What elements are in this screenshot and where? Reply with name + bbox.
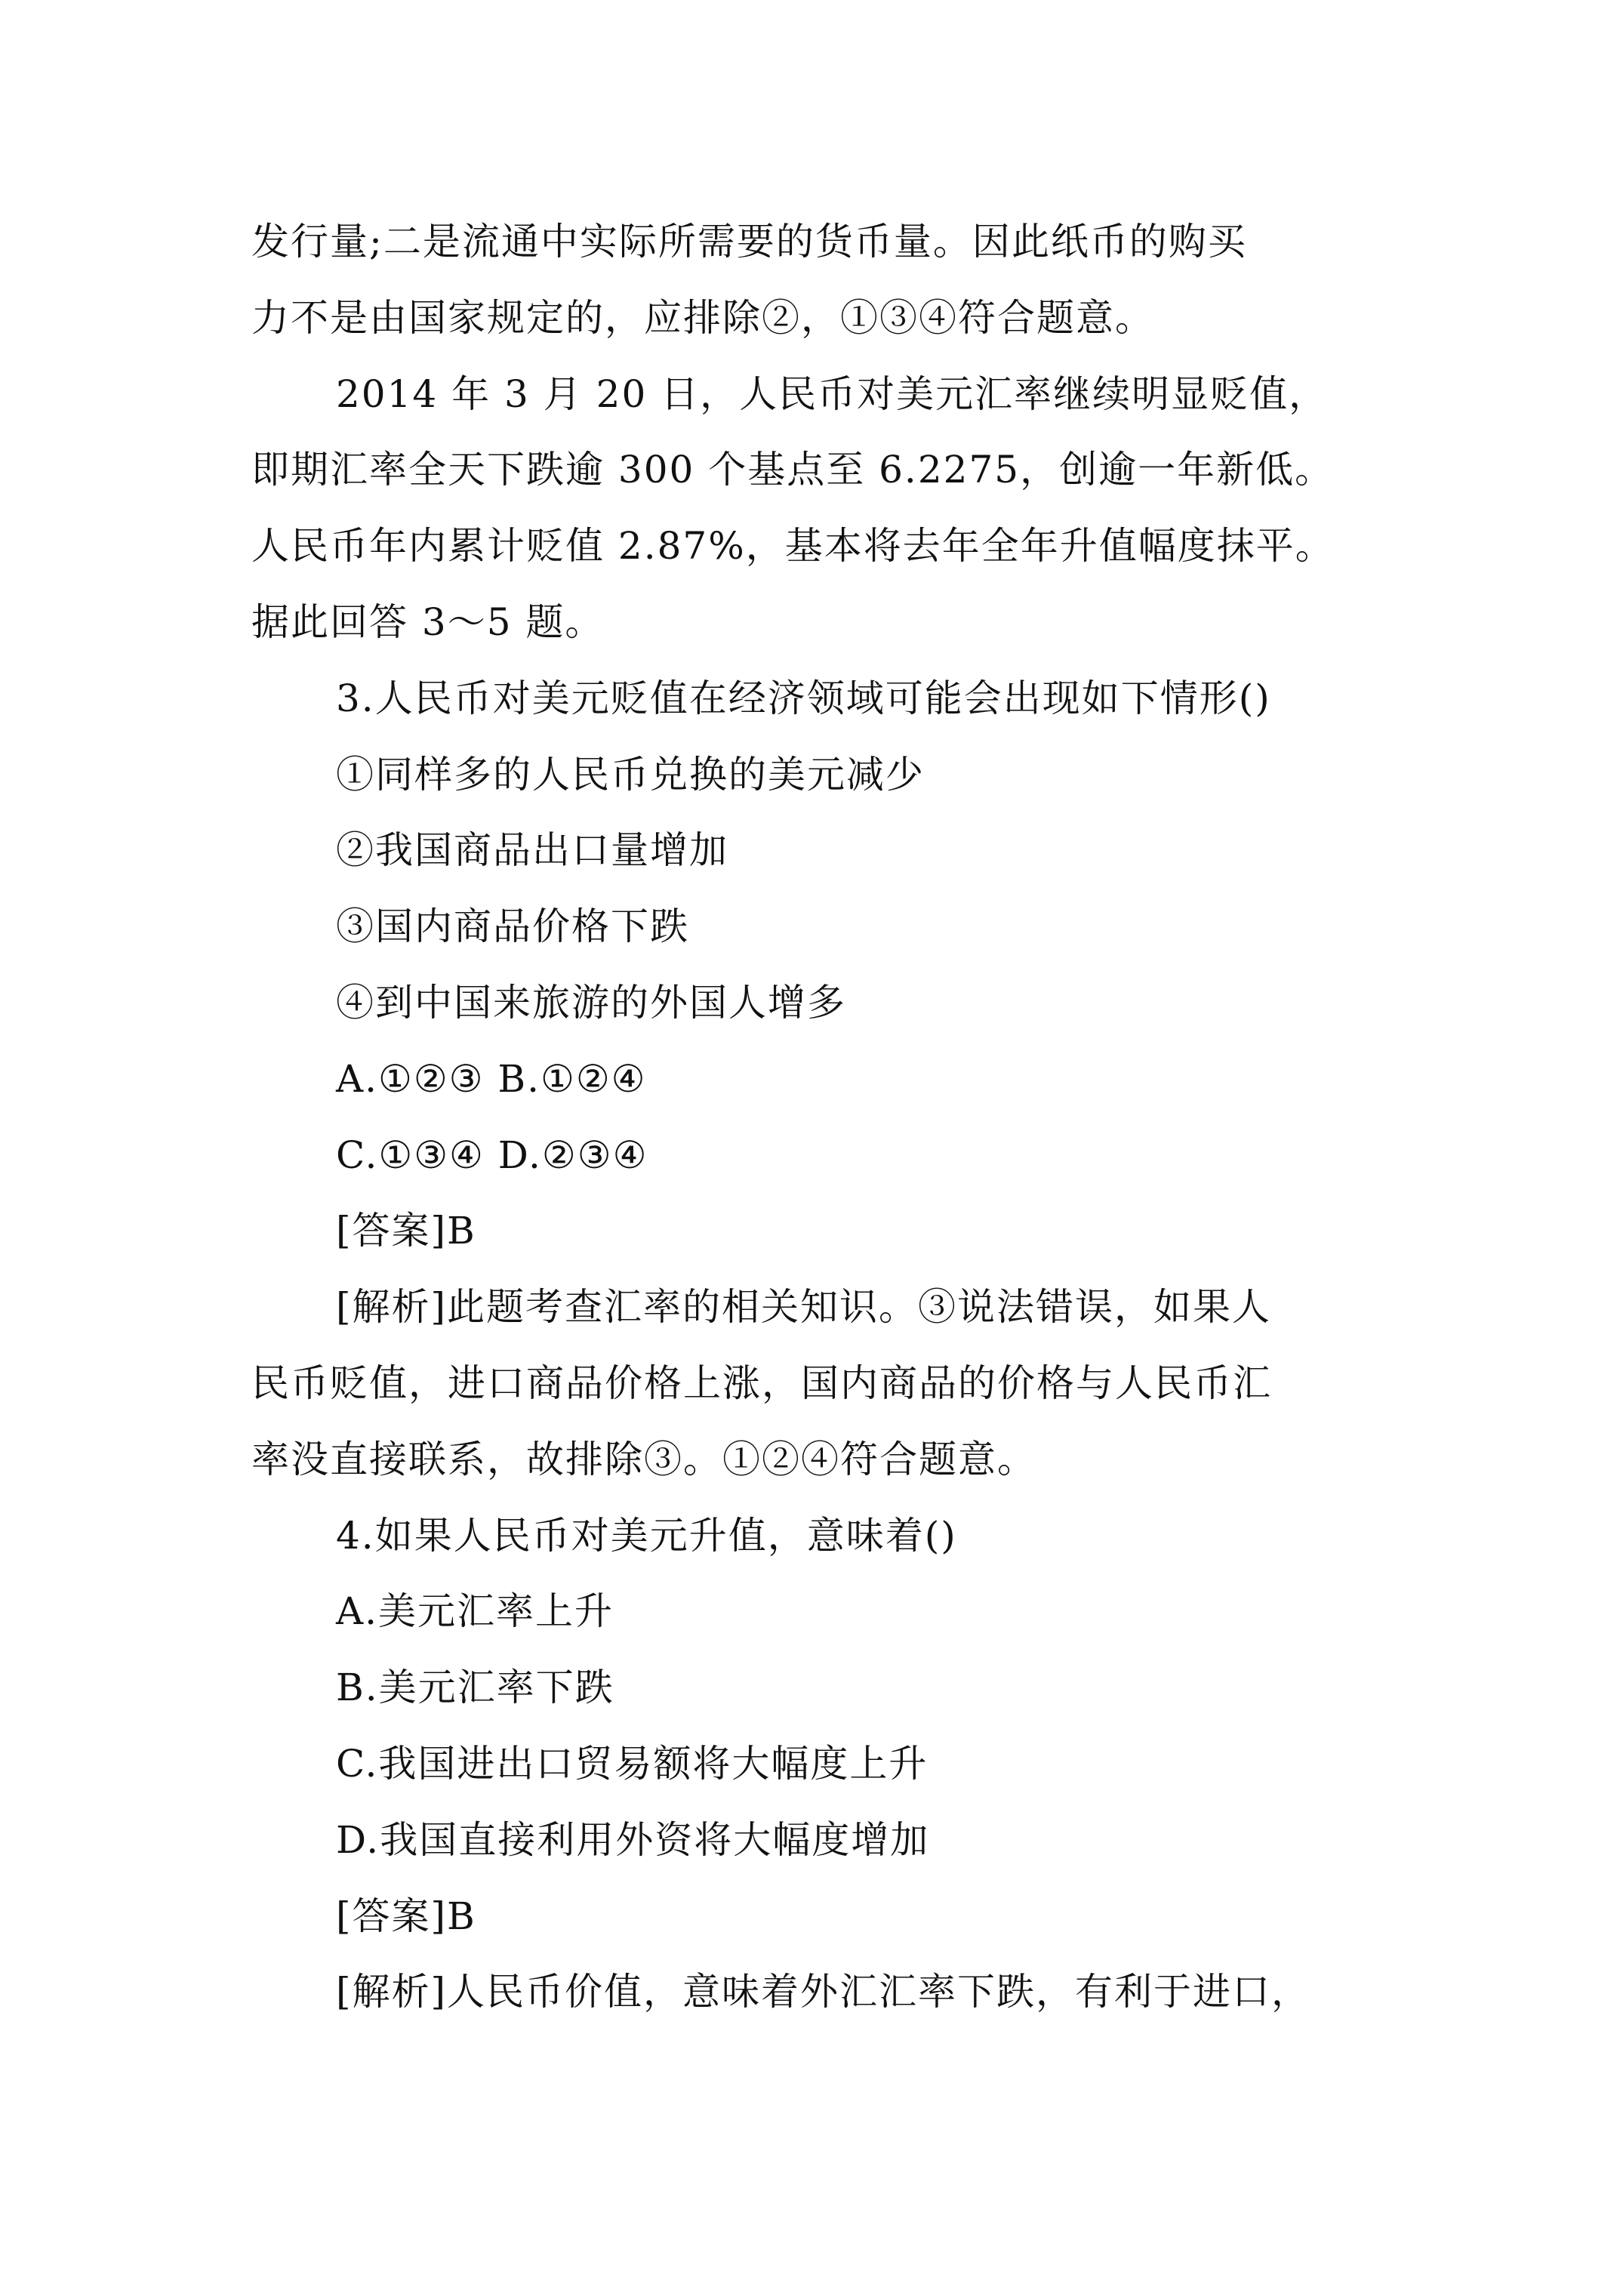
text-line: D.我国直接利用外资将大幅度增加 bbox=[336, 1817, 930, 1862]
text-line: 2014 年 3 月 20 日，人民币对美元汇率继续明显贬值， bbox=[336, 371, 1329, 416]
text-line: 据此回答 3～5 题。 bbox=[251, 599, 605, 644]
text-line: 人民币年内累计贬值 2.87%，基本将去年全年升值幅度抹平。 bbox=[251, 524, 1335, 569]
text-line: C.①③④ D.②③④ bbox=[336, 1133, 648, 1177]
text-line: 力不是由国家规定的，应排除②，①③④符合题意。 bbox=[251, 295, 1154, 340]
text-line: [解析]人民币价值，意味着外汇汇率下跌，有利于进口， bbox=[336, 1970, 1311, 2014]
text-line: 民币贬值，进口商品价格上涨，国内商品的价格与人民币汇 bbox=[251, 1361, 1272, 1405]
text-line: 3.人民币对美元贬值在经济领域可能会出现如下情形() bbox=[336, 676, 1271, 720]
text-line: 发行量;二是流通中实际所需要的货币量。因此纸币的购买 bbox=[251, 220, 1247, 264]
text-line: 即期汇率全天下跌逾 300 个基点至 6.2275，创逾一年新低。 bbox=[251, 448, 1335, 492]
text-line: [答案]B bbox=[336, 1209, 476, 1253]
text-line: 4.如果人民币对美元升值，意味着() bbox=[336, 1513, 957, 1558]
text-line: ③国内商品价格下跌 bbox=[336, 905, 689, 949]
text-line: [答案]B bbox=[336, 1894, 476, 1938]
text-line: 率没直接联系，故排除③。①②④符合题意。 bbox=[251, 1437, 1036, 1481]
text-line: ④到中国来旅游的外国人增多 bbox=[336, 980, 846, 1025]
text-line: ①同样多的人民币兑换的美元减少 bbox=[336, 752, 925, 797]
text-line: A.①②③ B.①②④ bbox=[336, 1056, 647, 1101]
text-line: [解析]此题考查汇率的相关知识。③说法错误，如果人 bbox=[336, 1285, 1272, 1330]
text-line: B.美元汇率下跌 bbox=[336, 1666, 614, 1710]
text-line: C.我国进出口贸易额将大幅度上升 bbox=[336, 1741, 929, 1786]
document-body bbox=[251, 204, 1414, 2030]
text-line: A.美元汇率上升 bbox=[336, 1589, 614, 1634]
text-line: ②我国商品出口量增加 bbox=[336, 828, 728, 873]
